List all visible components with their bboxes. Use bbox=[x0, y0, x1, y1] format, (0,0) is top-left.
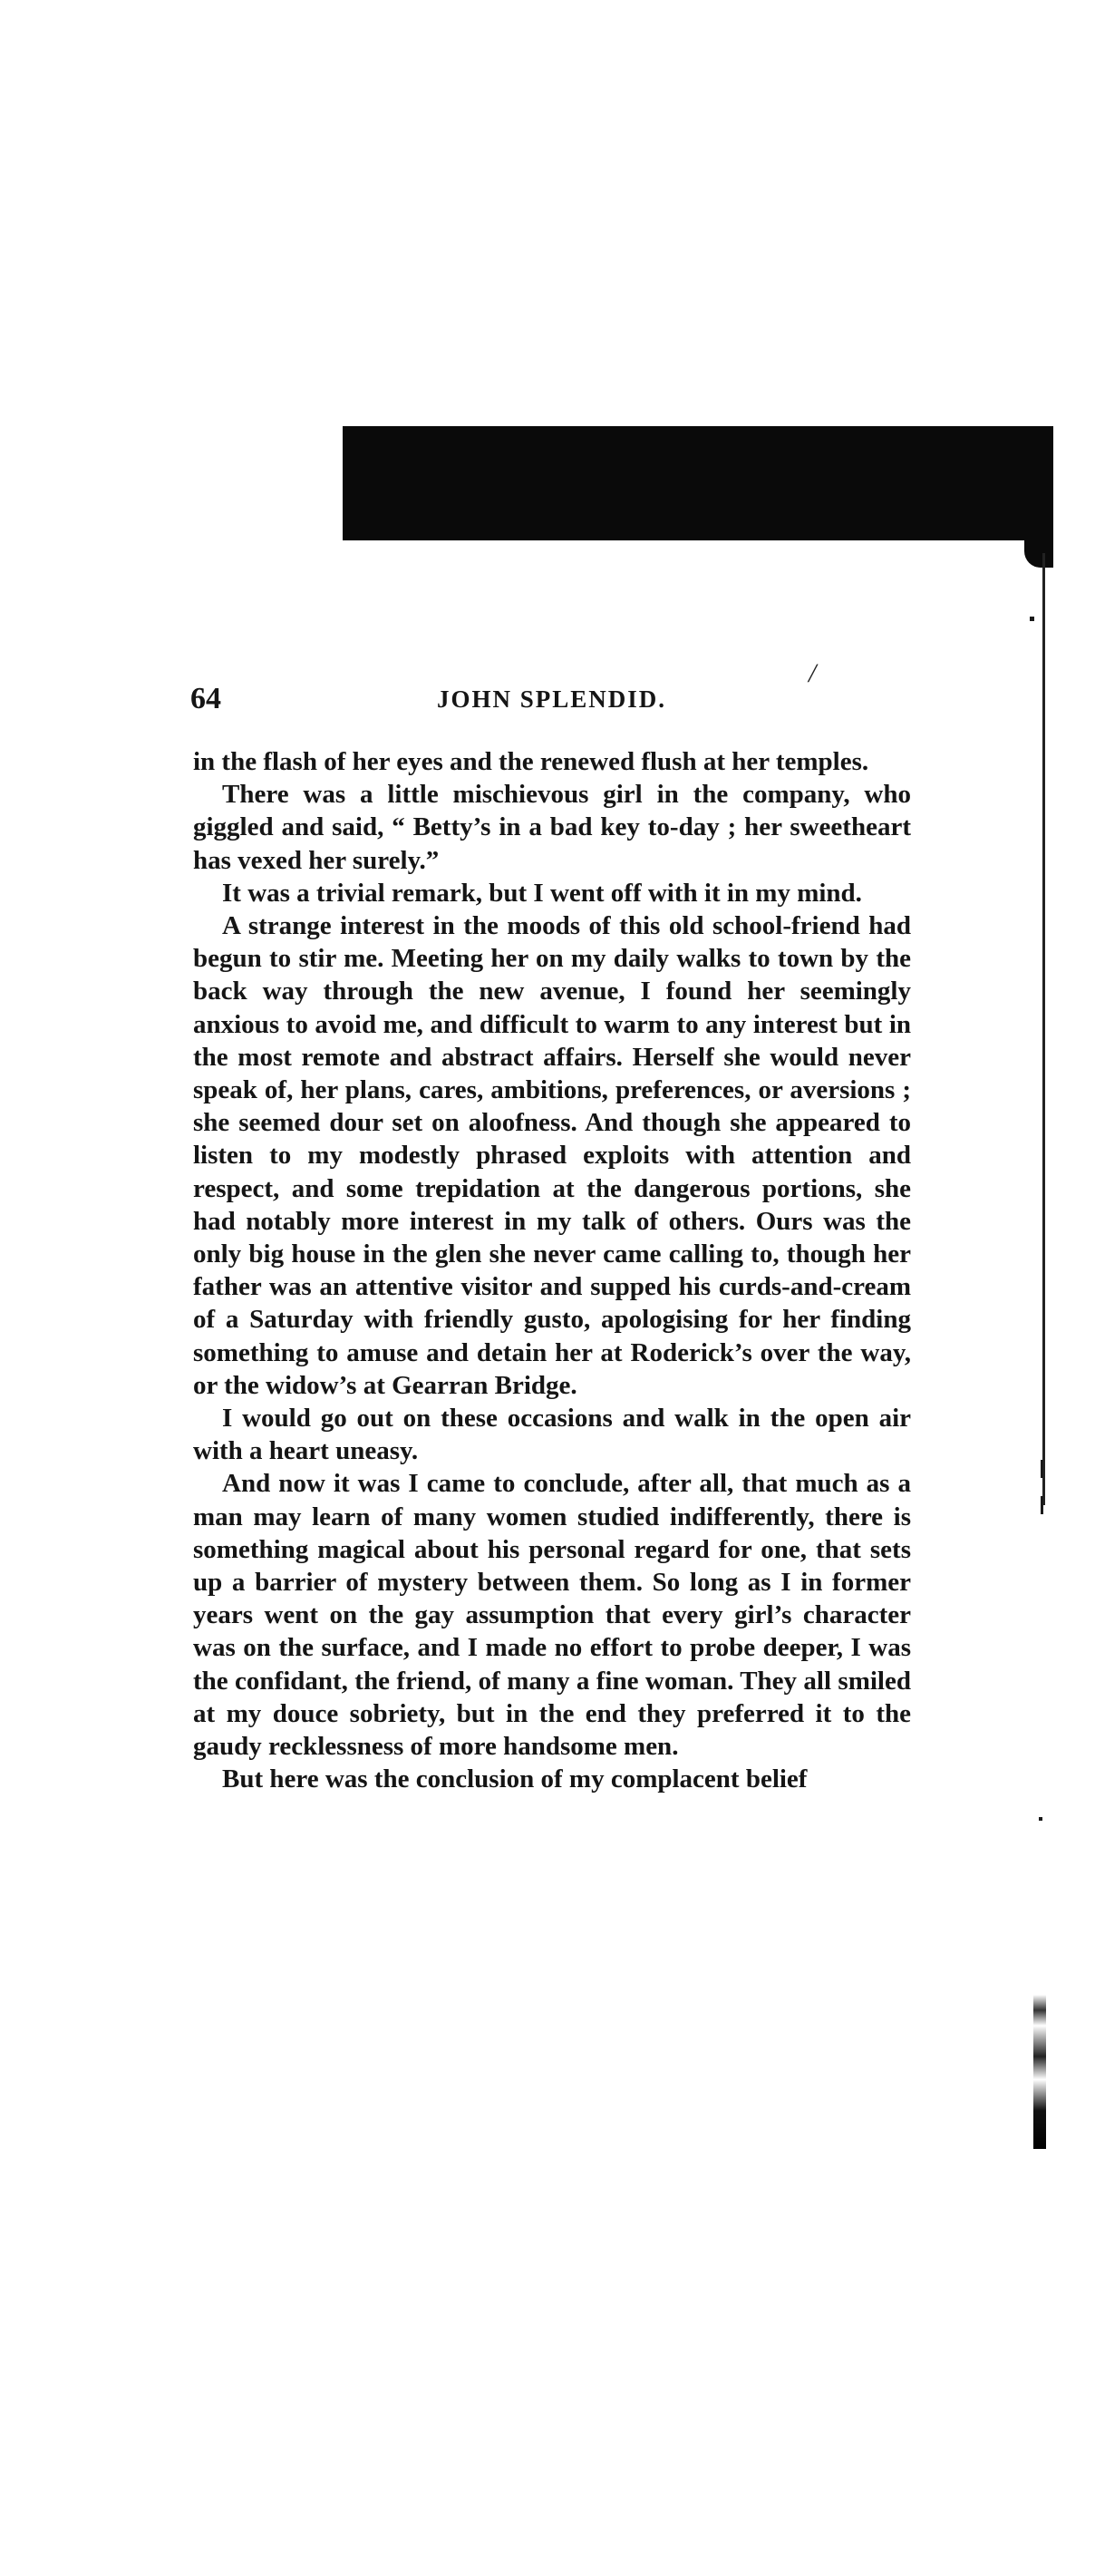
paragraph: in the flash of her eyes and the renewed flush at her temples. bbox=[193, 747, 869, 776]
page-edge-strip bbox=[1033, 1995, 1046, 2149]
page-header bbox=[190, 682, 916, 718]
page-edge-speck bbox=[1041, 1460, 1043, 1478]
running-head: JOHN SPLENDID. bbox=[437, 685, 667, 713]
paragraph: It was a trivial remark, but I went off with it in my mind. bbox=[222, 878, 862, 908]
page-edge-speck bbox=[1041, 1496, 1043, 1514]
paragraph: There was a little mischievous girl in the company, who giggled and said, “ Betty’s in a bad key to-day ; her sweetheart has vexed her surely.” bbox=[193, 780, 911, 875]
page-edge-speck bbox=[1039, 1817, 1042, 1821]
page-number: 64 bbox=[190, 682, 221, 715]
scan-artifact-block bbox=[343, 426, 1053, 540]
scan-artifact-tail bbox=[1024, 535, 1053, 568]
stray-mark: / bbox=[809, 658, 817, 688]
paragraph: And now it was I came to conclude, after all, that much as a man may learn of many women studied indifferently, there is something magical about his personal regard for one, that sets up a barrier of mystery between them. So long as I in former years went on the gay assumption that every girl’s character was on the surface, and I made no effort to probe deeper, I was the confidant, the friend, of many a fine woman. They all smiled at my douce sobriety, but in the end they preferred it to the gaudy recklessness of more handsome men. bbox=[193, 1469, 911, 1762]
paragraph: I would go out on these occasions and walk in the open air with a heart uneasy. bbox=[193, 1404, 911, 1466]
page-edge-speck bbox=[1030, 617, 1034, 621]
page-edge-line bbox=[1042, 553, 1045, 1505]
paragraph: But here was the conclusion of my complacent belief bbox=[222, 1764, 808, 1794]
paragraph: A strange interest in the moods of this old school-friend had begun to stir me. Meeting her on my daily walks to town by the back way through the new avenue, I found her seemingly anxious to avoid me, and difficult to warm to any interest but in the most remote and abstract affairs. Herself she would never speak of, her plans, cares, ambitions, preferences, or aversions ; she seemed dour set on aloofness. And though she appeared to listen to my modestly phrased exploits with attention and respect, and some trepidation at the dangerous portions, she had notably more interest in my talk of others. Ours was the only big house in the glen she never came calling to, though her father was an attentive visitor and supped his curds-and-cream of a Saturday with friendly gusto, apologising for her finding something to amuse and detain her at Roderick’s over the way, or the widow’s at Gearran Bridge. bbox=[193, 911, 911, 1400]
page-body bbox=[193, 745, 911, 1796]
